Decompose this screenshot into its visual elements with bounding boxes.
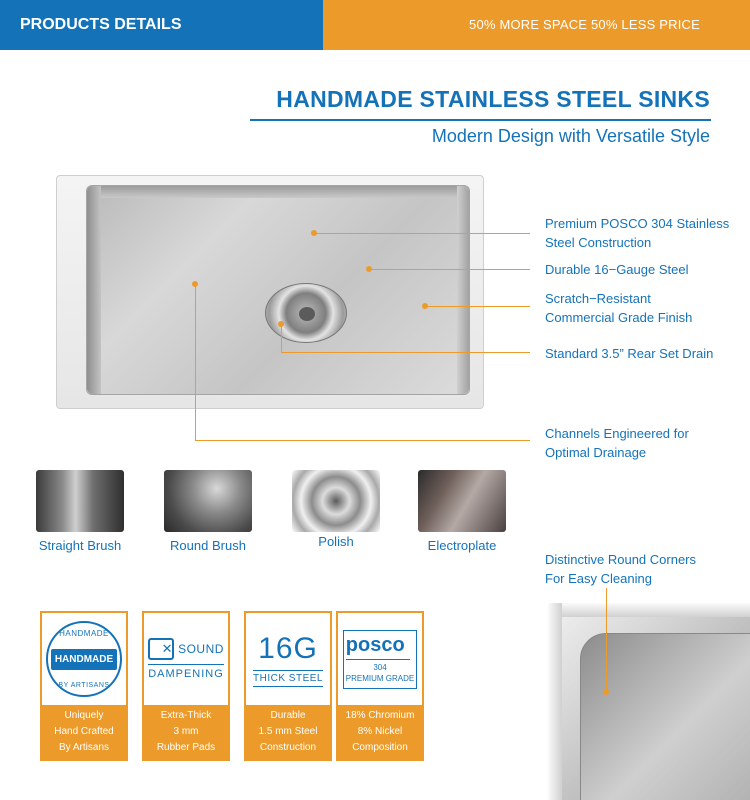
callout-line <box>369 269 530 270</box>
page-title: HANDMADE STAINLESS STEEL SINKS <box>276 86 710 112</box>
callout-round-corners: Distinctive Round Corners For Easy Cleaning <box>545 552 697 586</box>
drain-icon <box>265 283 347 343</box>
badge-16g: 16G THICK STEEL Durable 1.5 mm Steel Construction <box>244 611 332 761</box>
callout-line <box>281 324 282 352</box>
electroplate-swatch <box>418 470 506 532</box>
page-subtitle: Modern Design with Versatile Style <box>431 126 710 146</box>
callout-posco-304: Premium POSCO 304 Stainless Steel Construction <box>545 216 730 250</box>
finish-label: Straight Brush <box>38 538 122 553</box>
round-brush-swatch <box>164 470 252 532</box>
callout-line <box>425 306 530 307</box>
badge-sound-dampening: ✕ SOUND DAMPENING Extra-Thick 3 mm Rubber Pads <box>142 611 230 761</box>
top-banner <box>0 0 750 50</box>
finish-electroplate <box>408 470 516 553</box>
badge-posco <box>336 611 424 761</box>
posco-logo: posco 304 PREMIUM GRADE <box>343 630 417 689</box>
callout-scratch-resistant: Scratch−Resistant Commercial Grade Finish <box>545 291 693 325</box>
promo-text: 50% MORE SPACE 50% LESS PRICE <box>323 0 750 50</box>
speaker-mute-icon <box>148 638 174 660</box>
straight-brush-swatch <box>36 470 124 532</box>
title-underline <box>250 119 711 121</box>
callout-channels: Channels Engineered for Optimal Drainage <box>545 426 689 460</box>
polish-swatch <box>292 470 380 532</box>
badge-caption: 18% Chromium 8% Nickel Composition <box>338 705 422 759</box>
sink-image <box>56 175 484 409</box>
finish-label: Round Brush <box>170 538 246 553</box>
callout-line <box>195 284 196 440</box>
badge-caption: Uniquely Hand Crafted By Artisans <box>42 705 126 759</box>
products-details-label: PRODUCTS DETAILS <box>0 0 323 50</box>
callout-dot <box>603 689 609 695</box>
callout-rear-drain: Standard 3.5” Rear Set Drain <box>545 346 714 361</box>
badge-caption: Durable 1.5 mm Steel Construction <box>246 705 330 759</box>
gauge-label: 16G <box>258 631 318 665</box>
finish-label: Polish <box>318 534 354 549</box>
callout-line <box>195 440 530 441</box>
callout-line <box>606 588 607 692</box>
handmade-stamp-icon: HANDMADE HANDMADE BY ARTISANS <box>46 621 122 697</box>
callout-line <box>314 233 530 234</box>
finish-polish <box>282 470 390 549</box>
finish-round-brush <box>154 470 262 553</box>
finish-straight-brush <box>26 470 134 553</box>
sink-bowl <box>86 185 470 395</box>
callout-16-gauge: Durable 16−Gauge Steel <box>545 262 689 277</box>
finish-label: Electroplate <box>427 538 497 553</box>
callout-line <box>281 352 530 353</box>
badge-handmade <box>40 611 128 761</box>
badge-caption: Extra-Thick 3 mm Rubber Pads <box>144 705 228 759</box>
round-corner-photo <box>548 603 750 800</box>
